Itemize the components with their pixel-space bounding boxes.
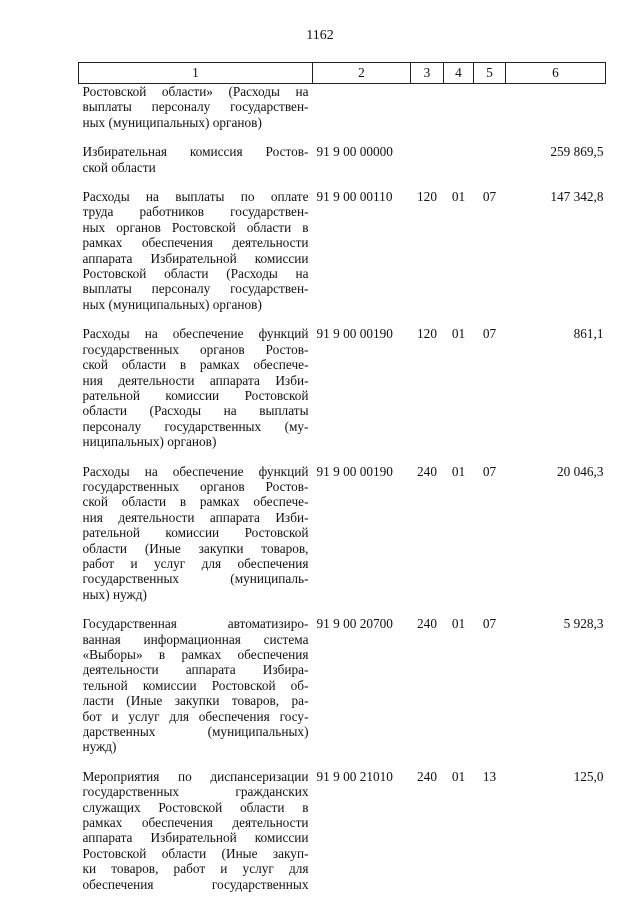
row-expense-type: 120 (411, 189, 444, 326)
table-body (79, 84, 606, 906)
row-name-line: ки товаров, работ и услуг для (83, 861, 309, 876)
row-amount: 147 342,8 (506, 189, 606, 326)
header-col-2: 2 (313, 63, 411, 84)
row-section: 01 (444, 464, 474, 617)
row-amount: 861,1 (506, 326, 606, 463)
row-name-line: государственных органов Ростов- (83, 342, 309, 357)
row-subsection: 07 (474, 326, 506, 463)
row-amount: 20 046,3 (506, 464, 606, 617)
row-amount: 5 928,3 (506, 616, 606, 769)
row-amount (506, 84, 606, 145)
row-expense-type: 240 (411, 464, 444, 617)
row-expense-type (411, 84, 444, 145)
row-name (79, 464, 313, 617)
row-name-line: аппарата Избирательной комиссии (83, 251, 309, 266)
row-section: 01 (444, 326, 474, 463)
row-name-line: государственных органов Ростов- (83, 479, 309, 494)
row-name-line: Ростовской области» (Расходы на (83, 84, 309, 99)
table-row (79, 769, 606, 906)
row-name-line: деятельности аппарата Избира- (83, 662, 309, 677)
row-name-line: рательной комиссии Ростовской (83, 388, 309, 403)
row-name-line: дарственных (муниципальных) (83, 724, 309, 739)
row-section: 01 (444, 189, 474, 326)
row-name-line: Расходы на обеспечение функций (83, 326, 309, 341)
row-name-line: ской области в рамках обеспече- (83, 357, 309, 372)
row-name (79, 326, 313, 463)
row-amount: 259 869,5 (506, 144, 606, 189)
row-code: 91 9 00 20700 (313, 616, 411, 769)
row-section: 01 (444, 769, 474, 906)
row-section (444, 84, 474, 145)
budget-table (78, 62, 606, 906)
row-code: 91 9 00 00190 (313, 326, 411, 463)
row-name-line: Расходы на выплаты по оплате (83, 189, 309, 204)
row-name-line: области (Расходы на выплаты (83, 403, 309, 418)
row-name (79, 84, 313, 145)
row-name-line: труда работников государствен- (83, 204, 309, 219)
row-subsection: 07 (474, 616, 506, 769)
table-row (79, 326, 606, 463)
row-name-line: «Выборы» в рамках обеспечения (83, 647, 309, 662)
row-name-line: Ростовской области (Расходы на (83, 266, 309, 281)
row-name-line: ных органов Ростовской области в (83, 220, 309, 235)
row-name (79, 616, 313, 769)
row-name-line: рамках обеспечения деятельности (83, 815, 309, 830)
row-code: 91 9 00 00110 (313, 189, 411, 326)
page-number: 1162 (0, 28, 640, 44)
row-name-line: области (Иные закупки товаров, (83, 541, 309, 556)
row-name-line: Ростовской области (Иные закуп- (83, 846, 309, 861)
row-name-line: ных) нужд) (83, 587, 309, 602)
row-name-line: ской области в рамках обеспече- (83, 494, 309, 509)
row-name-line: Мероприятия по диспансеризации (83, 769, 309, 784)
row-name-line: обеспечения государственных (83, 877, 309, 892)
row-code (313, 84, 411, 145)
row-name-line: работ и услуг для обеспечения (83, 556, 309, 571)
row-name (79, 144, 313, 189)
row-name (79, 189, 313, 326)
row-name-line: ния деятельности аппарата Изби- (83, 373, 309, 388)
header-col-4: 4 (444, 63, 474, 84)
row-name-line: ниципальных) органов) (83, 434, 309, 449)
row-subsection (474, 144, 506, 189)
table-header-row (79, 63, 606, 84)
table-row (79, 464, 606, 617)
row-amount: 125,0 (506, 769, 606, 906)
row-code: 91 9 00 21010 (313, 769, 411, 906)
row-name-line: выплаты персоналу государствен- (83, 99, 309, 114)
header-col-1: 1 (79, 63, 313, 84)
row-name-line: Избирательная комиссия Ростов- (83, 144, 309, 159)
table-row (79, 616, 606, 769)
row-subsection (474, 84, 506, 145)
row-name-line: ской области (83, 160, 309, 175)
row-name (79, 769, 313, 906)
row-name-line: ных (муниципальных) органов) (83, 297, 309, 312)
row-name-line: ванная информационная система (83, 632, 309, 647)
row-subsection: 07 (474, 464, 506, 617)
row-name-line: ласти (Иные закупки товаров, ра- (83, 693, 309, 708)
row-name-line: государственных (муниципаль- (83, 571, 309, 586)
row-expense-type (411, 144, 444, 189)
row-name-line: ния деятельности аппарата Изби- (83, 510, 309, 525)
row-name-line: нужд) (83, 739, 309, 754)
row-expense-type: 240 (411, 616, 444, 769)
header-col-3: 3 (411, 63, 444, 84)
row-name-line: государственных гражданских (83, 784, 309, 799)
row-section: 01 (444, 616, 474, 769)
row-name-line: тельной комиссии Ростовской об- (83, 678, 309, 693)
row-subsection: 07 (474, 189, 506, 326)
row-expense-type: 120 (411, 326, 444, 463)
row-name-line: Государственная автоматизиро- (83, 616, 309, 631)
header-col-5: 5 (474, 63, 506, 84)
row-name-line: ных (муниципальных) органов) (83, 115, 309, 130)
row-expense-type: 240 (411, 769, 444, 906)
table-row (79, 84, 606, 145)
row-code: 91 9 00 00000 (313, 144, 411, 189)
row-name-line: рамках обеспечения деятельности (83, 235, 309, 250)
row-section (444, 144, 474, 189)
row-name-line: выплаты персоналу государствен- (83, 281, 309, 296)
row-subsection: 13 (474, 769, 506, 906)
row-name-line: персоналу государственных (му- (83, 419, 309, 434)
row-name-line: Расходы на обеспечение функций (83, 464, 309, 479)
table-row (79, 144, 606, 189)
row-name-line: рательной комиссии Ростовской (83, 525, 309, 540)
row-name-line: бот и услуг для обеспечения госу- (83, 709, 309, 724)
row-name-line: аппарата Избирательной комиссии (83, 830, 309, 845)
header-col-6: 6 (506, 63, 606, 84)
table-row (79, 189, 606, 326)
row-name-line: служащих Ростовской области в (83, 800, 309, 815)
row-code: 91 9 00 00190 (313, 464, 411, 617)
